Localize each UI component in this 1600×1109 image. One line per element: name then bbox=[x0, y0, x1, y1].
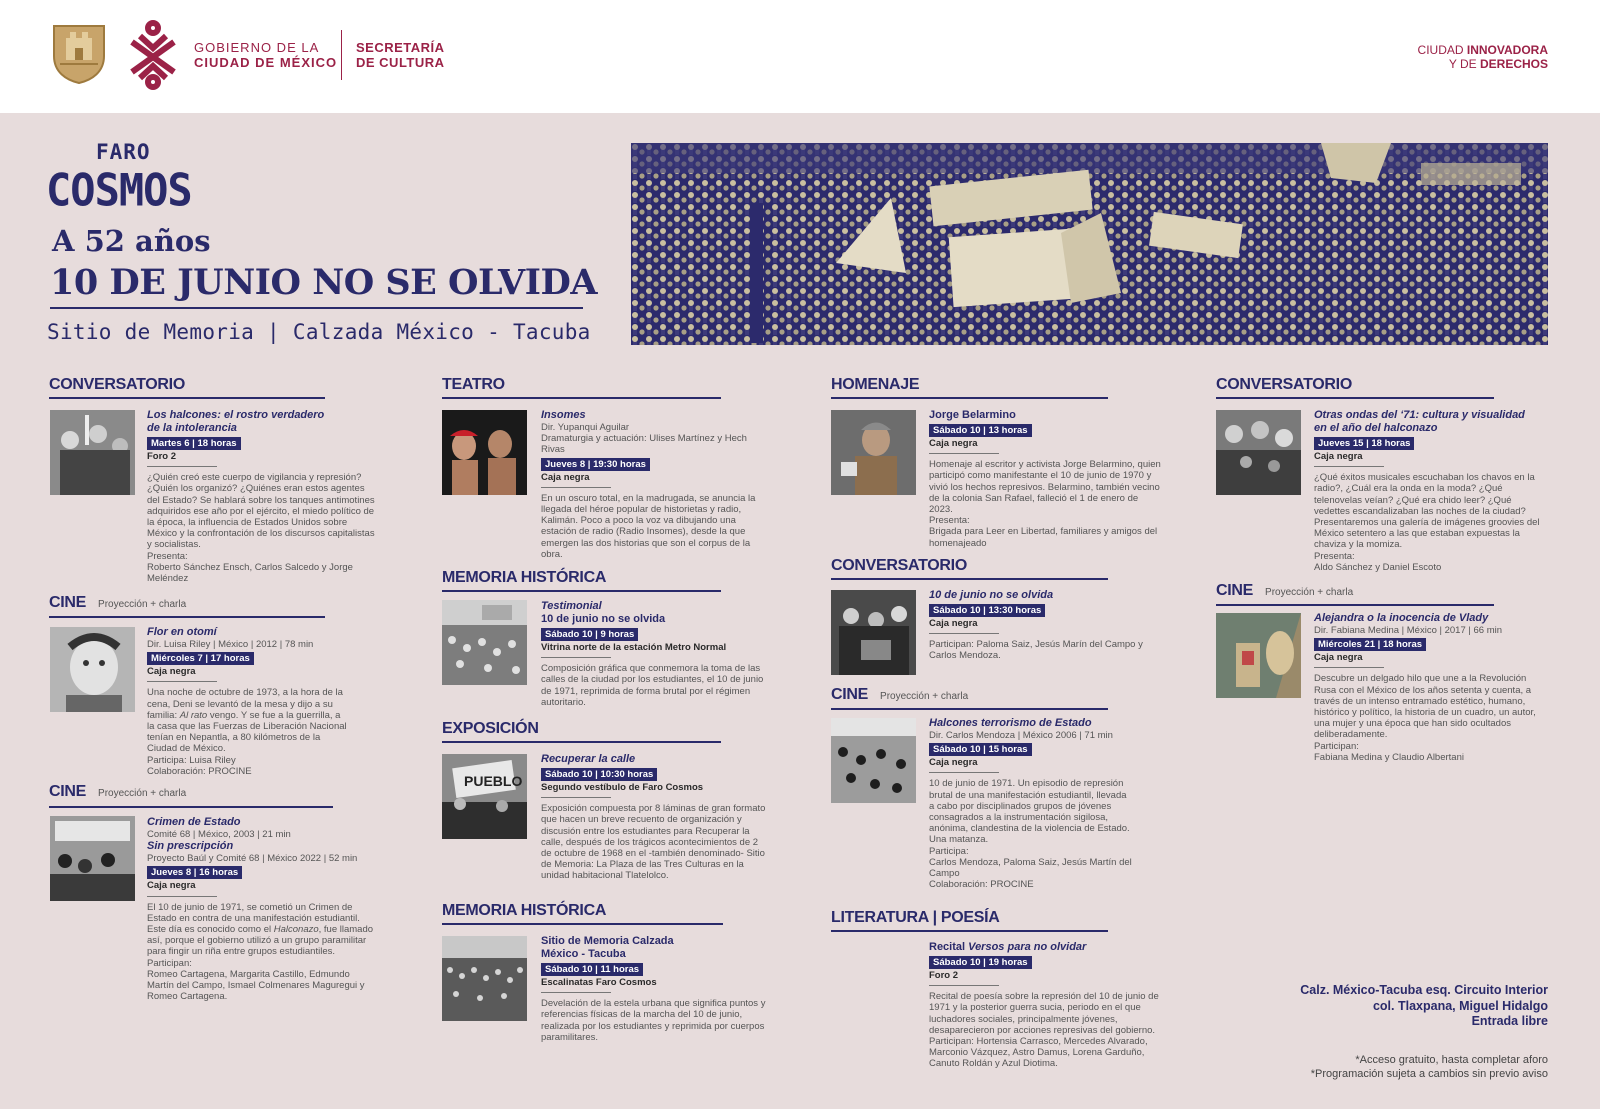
desc-part: vengo. Y se fue a la guerrilla, a la casa que las Fuerzas de Liberación Nacional tenían en Nepantla, a 80 kilómetros de la Ciudad de México. bbox=[147, 709, 347, 755]
slogan-part: CIUDAD bbox=[1417, 43, 1467, 57]
section-heading: HOMENAJE bbox=[831, 376, 920, 393]
section-title: CINE bbox=[831, 686, 869, 703]
section-subtitle: Proyección + charla bbox=[880, 691, 969, 702]
event-meta: Dramaturgia y actuación: Ulises Martínez y Hech Rivas bbox=[541, 433, 747, 456]
footnotes bbox=[1311, 1053, 1548, 1081]
cdmx-knot-logo-icon bbox=[122, 20, 184, 90]
desc-part: Halconazo bbox=[273, 924, 319, 936]
event-card bbox=[1314, 409, 1544, 573]
event-card bbox=[541, 935, 769, 1043]
participants: Participa: Luisa Riley bbox=[147, 754, 236, 766]
event-photo bbox=[442, 936, 527, 1021]
event-divider bbox=[541, 797, 611, 798]
event-location: Caja negra bbox=[929, 757, 978, 769]
event-meta: Dir. Carlos Mendoza | México 2006 | 71 min bbox=[929, 730, 1113, 741]
section-divider bbox=[831, 397, 1108, 399]
section-divider bbox=[1216, 397, 1494, 399]
section-subtitle: Proyección + charla bbox=[98, 788, 187, 799]
event-location: Caja negra bbox=[147, 666, 196, 678]
header-divider bbox=[341, 30, 342, 80]
event-divider bbox=[929, 985, 999, 986]
collaboration: Colaboración: PROCINE bbox=[147, 765, 252, 777]
event-divider bbox=[147, 681, 217, 682]
event-card bbox=[147, 626, 347, 777]
footnote: *Programación sujeta a cambios sin previo aviso bbox=[1310, 1068, 1548, 1080]
slogan-part: DERECHOS bbox=[1479, 57, 1548, 71]
event-title: Los halcones: el rostro verdadero bbox=[147, 409, 325, 421]
event-location: Caja negra bbox=[1314, 652, 1363, 664]
event-description: ¿Quién creó este cuerpo de vigilancia y represión? ¿Quién los organizó? ¿Quiénes eran estos agentes del Estado? Se hablará sobre los tanques antimotines adquiridos ese año por el ejército, el miedo político de la época, la influencia de Estados Unidos sobre México y la confrontación de los discursos capitalistas y socialistas. bbox=[147, 472, 375, 551]
event-meta: Dir. Luisa Riley | México | 2012 | 78 min bbox=[147, 639, 314, 650]
section-divider bbox=[831, 578, 1108, 580]
event-title: Jorge Belarmino bbox=[929, 409, 1016, 421]
event-divider bbox=[929, 633, 999, 634]
participants-label: Participan: bbox=[1314, 740, 1359, 752]
event-card bbox=[541, 409, 769, 560]
event-title: en el año del halconazo bbox=[1314, 422, 1438, 434]
event-divider bbox=[147, 466, 217, 467]
section-divider bbox=[831, 708, 1108, 710]
section-heading: CONVERSATORIO bbox=[49, 376, 185, 393]
participants: Carlos Mendoza, Paloma Saiz, Jesús Martín del Campo bbox=[929, 856, 1132, 880]
header-bar bbox=[0, 0, 1600, 113]
event-description: Recital de poesía sobre la represión del 10 de junio de 1971 y la posterior guerra sucia, periodo en el que luchadores sociales, principalmente jóvenes, desaparecieron por acciones represivas del gobierno. bbox=[929, 991, 1159, 1036]
venue-address bbox=[1300, 983, 1548, 1030]
protest-march-photo bbox=[631, 143, 1548, 345]
event-date-badge: Jueves 8 | 16 horas bbox=[147, 866, 242, 879]
event-description: ¿Qué éxitos musicales escuchaban los chavos en la radio?, ¿Cuál era la onda en la moda? ¿Qué telenovelas veían? ¿Qué era chido leer? ¿Qué vedettes escandalizaban las noches de la ciudad? Presentaremos una galería de imágenes groovies del México setentero a las que estaban expuestas la chaviza y la momiza. bbox=[1314, 472, 1540, 551]
section-heading: LITERATURA | POESÍA bbox=[831, 909, 1000, 926]
section-title: CINE bbox=[49, 783, 87, 800]
participants-label: Participa: bbox=[929, 845, 969, 857]
event-meta: Comité 68 | México, 2003 | 21 min bbox=[147, 829, 291, 840]
participants: Fabiana Medina y Claudio Albertani bbox=[1314, 751, 1464, 763]
venue-subtitle: Sitio de Memoria | Calzada México - Tacuba bbox=[47, 320, 591, 344]
event-divider bbox=[147, 896, 217, 897]
participants: Romeo Cartagena, Margarita Castillo, Edmundo Martín del Campo, Ismael Colmenares Maguregui y Romeo Cartagena. bbox=[147, 968, 365, 1003]
event-location: Caja negra bbox=[1314, 451, 1363, 462]
event-date-badge: Miércoles 7 | 17 horas bbox=[147, 652, 254, 665]
event-description bbox=[147, 902, 375, 958]
event-title: Testimonial bbox=[541, 600, 602, 612]
event-title: Halcones terrorismo de Estado bbox=[929, 717, 1092, 729]
section-heading: CONVERSATORIO bbox=[1216, 376, 1352, 393]
event-location: Foro 2 bbox=[929, 970, 959, 981]
event-card bbox=[929, 589, 1159, 662]
event-description: Composición gráfica que conmemora la toma de las calles de la ciudad por los estudiantes, el 10 de junio de 1971, reprimida de forma brutal por el régimen autoritario. bbox=[541, 663, 764, 708]
page-title: 10 DE JUNIO NO SE OLVIDA bbox=[50, 262, 598, 303]
section-divider bbox=[442, 397, 721, 399]
event-description: Homenaje al escritor y activista Jorge Belarmino, quien participó como manifestante el 10 de junio de 1970 y vivió los hechos represivos. Belarmino, también vecino de la colonia San Rafael, falleció el 1 de enero de 2023. bbox=[929, 459, 1161, 516]
event-description: 10 de junio de 1971. Un episodio de represión brutal de una manifestación estudiantil, llevada a cabo por disciplinados grupos de jóvenes consagrados a la instrumentación sigilosa, anónima, clandestina de la violencia de Estado. Una matanza. bbox=[929, 778, 1130, 846]
slogan-part: Y DE bbox=[1448, 57, 1480, 71]
faro-label: FARO bbox=[96, 140, 151, 164]
sec-line-2: DE CULTURA bbox=[356, 55, 445, 70]
title-divider bbox=[50, 307, 583, 309]
event-photo bbox=[442, 410, 527, 495]
event-location: Caja negra bbox=[929, 618, 978, 629]
section-heading: CONVERSATORIO bbox=[831, 557, 967, 574]
event-title: Sitio de Memoria Calzada bbox=[541, 935, 674, 947]
event-title bbox=[929, 941, 1159, 954]
event-location: Vitrina norte de la estación Metro Normal bbox=[541, 642, 727, 653]
event-divider bbox=[1314, 466, 1384, 467]
event-card bbox=[541, 753, 769, 882]
event-divider bbox=[541, 487, 611, 488]
event-divider bbox=[929, 453, 999, 454]
section-subtitle: Proyección + charla bbox=[1265, 587, 1354, 598]
event-card bbox=[929, 717, 1134, 890]
desc-part: Una noche de octubre de 1973, a la hora de la cena, Deni se levantó de la mesa y dijo a su familia: bbox=[147, 687, 343, 721]
svg-text:PUEBLO: PUEBLO bbox=[464, 773, 523, 789]
section-divider bbox=[49, 806, 333, 808]
event-date-badge: Miércoles 21 | 18 horas bbox=[1314, 638, 1426, 651]
gov-line-1: GOBIERNO DE LA bbox=[194, 40, 320, 55]
event-divider bbox=[1314, 667, 1384, 668]
event-description: Participan: Paloma Saiz, Jesús Marín del Campo y Carlos Mendoza. bbox=[929, 639, 1143, 662]
section-divider bbox=[442, 741, 721, 743]
section-divider bbox=[49, 616, 325, 618]
free-entry: Entrada libre bbox=[1471, 1014, 1548, 1028]
presenters-label: Presenta: bbox=[929, 515, 970, 527]
section-title: CINE bbox=[49, 594, 87, 611]
event-date-badge: Sábado 10 | 9 horas bbox=[541, 628, 638, 641]
event-card bbox=[1314, 612, 1544, 763]
event-photo bbox=[831, 718, 916, 803]
event-date-badge: Sábado 10 | 15 horas bbox=[929, 743, 1032, 756]
section-subtitle: Proyección + charla bbox=[98, 599, 187, 610]
event-card bbox=[147, 409, 375, 584]
event-meta: Proyecto Baúl y Comité 68 | México 2022 | 52 min bbox=[147, 853, 358, 865]
sec-line-1: SECRETARÍA bbox=[356, 40, 445, 55]
event-title: Crimen de Estado bbox=[147, 816, 241, 828]
section-heading: MEMORIA HISTÓRICA bbox=[442, 902, 607, 919]
section-divider bbox=[442, 923, 723, 925]
event-date-badge: Sábado 10 | 13:30 horas bbox=[929, 604, 1045, 617]
presenters: Aldo Sánchez y Daniel Escoto bbox=[1314, 561, 1442, 573]
slogan-part: INNOVADORA bbox=[1466, 43, 1548, 57]
section-heading bbox=[1216, 582, 1353, 600]
city-slogan bbox=[1418, 43, 1548, 71]
address-line: Calz. México-Tacuba esq. Circuito Interior bbox=[1300, 983, 1548, 997]
footnote: *Acceso gratuito, hasta completar aforo bbox=[1355, 1054, 1548, 1066]
coat-of-arms-icon bbox=[52, 24, 106, 84]
event-description: En un oscuro total, en la madrugada, se anuncia la llegada del héroe popular de historietas y radio, Kalimán. Poco a poco la voz va dibujando una estación de radio (Radio Insomes), desde la que emergen las dos historias que son el corpus de la obra. bbox=[541, 492, 756, 560]
event-location: Caja negra bbox=[147, 880, 196, 892]
desc-part: , fue llamado así, porque el gobierno utilizó a un grupo paramilitar para fingir un riña entre grupos estudiantiles. bbox=[147, 924, 374, 958]
event-location: Escalinatas Faro Cosmos bbox=[541, 977, 657, 988]
event-title: de la intolerancia bbox=[147, 422, 237, 434]
event-card bbox=[929, 941, 1159, 1070]
event-date-badge: Sábado 10 | 19 horas bbox=[929, 956, 1032, 969]
event-date-badge: Sábado 10 | 11 horas bbox=[541, 963, 643, 976]
event-title: Alejandra o la inocencia de Vlady bbox=[1314, 612, 1489, 624]
section-heading: MEMORIA HISTÓRICA bbox=[442, 569, 607, 586]
title-part: Recital bbox=[929, 941, 969, 953]
desc-part: Al rato bbox=[179, 709, 208, 721]
cosmos-logo-text: COSMOS bbox=[46, 164, 192, 217]
event-date-badge: Martes 6 | 18 horas bbox=[147, 437, 241, 450]
section-divider bbox=[1216, 604, 1494, 606]
event-location: Caja negra bbox=[929, 438, 978, 449]
event-title: Sin prescripción bbox=[147, 840, 234, 853]
title-part: Versos para no olvidar bbox=[968, 941, 1087, 953]
secretariat-name bbox=[356, 40, 445, 70]
section-heading: EXPOSICIÓN bbox=[442, 720, 539, 737]
event-date-badge: Jueves 8 | 19:30 horas bbox=[541, 458, 650, 471]
event-card bbox=[147, 816, 375, 1002]
event-meta: Dir. Yupanqui Aguilar bbox=[541, 422, 630, 433]
event-card bbox=[541, 600, 769, 708]
event-divider bbox=[541, 992, 611, 993]
anniversary-text: A 52 años bbox=[52, 224, 211, 258]
section-heading bbox=[831, 686, 968, 704]
event-meta: Dir. Fabiana Medina | México | 2017 | 66 min bbox=[1314, 625, 1502, 636]
event-date-badge: Sábado 10 | 10:30 horas bbox=[541, 768, 657, 781]
event-title: Otras ondas del ‘71: cultura y visualidad bbox=[1314, 409, 1525, 421]
participants-label: Participan: bbox=[147, 957, 192, 969]
section-heading bbox=[49, 783, 186, 801]
event-description: Exposición compuesta por 8 láminas de gran formato que hacen un breve recuento de organización y discusión entre los estudiantes para Recuperar la calle, después de los trágicos acontecimientos de 2 de octubre de 1968 en el -también denominado- Sitio de Memoria: La Plaza de las Tres Culturas en la unidad habitacional Tlatelolco. bbox=[541, 803, 766, 882]
government-name bbox=[194, 40, 337, 70]
event-location: Segundo vestíbulo de Faro Cosmos bbox=[541, 782, 704, 793]
event-title: Recuperar la calle bbox=[541, 753, 636, 765]
event-title: 10 de junio no se olvida bbox=[929, 589, 1054, 601]
collaboration: Colaboración: PROCINE bbox=[929, 879, 1034, 891]
event-title: Flor en otomí bbox=[147, 626, 217, 638]
event-date-badge: Sábado 10 | 13 horas bbox=[929, 424, 1032, 437]
event-description: Descubre un delgado hilo que une a la Revolución Rusa con el México de los años setenta y cuenta, a través de un intenso entramado estético, humano, histórico y político, la historia de un cuadro, un autor, una mujer y una época que han sido ocultados deliberadamente. bbox=[1314, 673, 1536, 741]
desc-part: El 10 de junio de 1971, se cometió un Crimen de Estado en contra de una manifestación estudiantil. Este día es conocido como el bbox=[147, 901, 360, 936]
section-heading: TEATRO bbox=[442, 376, 505, 393]
event-photo bbox=[831, 410, 916, 495]
gov-line-2: CIUDAD DE MÉXICO bbox=[194, 55, 338, 70]
section-divider bbox=[831, 930, 1108, 932]
event-photo bbox=[1216, 613, 1301, 698]
event-description: Develación de la estela urbana que significa puntos y referencias físicas de la marcha del 10 de junio, realizada por los estudiantes y reprimida por cuerpos paramilitares. bbox=[541, 998, 766, 1043]
presenters: Brigada para Leer en Libertad, familiares y amigos del homenajeado bbox=[929, 526, 1158, 549]
event-photo bbox=[442, 600, 527, 685]
event-photo bbox=[50, 627, 135, 712]
section-divider bbox=[442, 590, 721, 592]
event-location: Caja negra bbox=[541, 471, 590, 483]
event-divider bbox=[929, 772, 999, 773]
event-title: México - Tacuba bbox=[541, 948, 626, 960]
event-photo bbox=[1216, 410, 1301, 495]
event-photo bbox=[50, 410, 135, 495]
event-photo bbox=[831, 590, 916, 675]
event-divider bbox=[541, 657, 611, 658]
event-title: Insomes bbox=[541, 409, 586, 421]
event-description bbox=[147, 687, 347, 754]
address-line: col. Tlaxpana, Miguel Hidalgo bbox=[1372, 998, 1548, 1013]
event-date-badge: Jueves 15 | 18 horas bbox=[1314, 437, 1414, 450]
event-photo bbox=[442, 754, 527, 839]
presenters-label: Presenta: bbox=[1314, 550, 1355, 562]
event-card bbox=[929, 409, 1164, 549]
participants: Participan: Hortensia Carrasco, Mercedes Alvarado, Marconio Vázquez, Astro Damus, Lorena Garduño, Canuto Roldán y Azul Diotima. bbox=[929, 1036, 1148, 1070]
event-title: 10 de junio no se olvida bbox=[541, 613, 666, 625]
event-location: Foro 2 bbox=[147, 451, 177, 462]
presenters: Roberto Sánchez Ensch, Carlos Salcedo y Jorge Meléndez bbox=[147, 561, 353, 585]
section-title: CINE bbox=[1216, 582, 1254, 599]
section-heading bbox=[49, 594, 186, 612]
presenters-label: Presenta: bbox=[147, 550, 188, 562]
event-photo bbox=[50, 816, 135, 901]
section-divider bbox=[49, 397, 325, 399]
